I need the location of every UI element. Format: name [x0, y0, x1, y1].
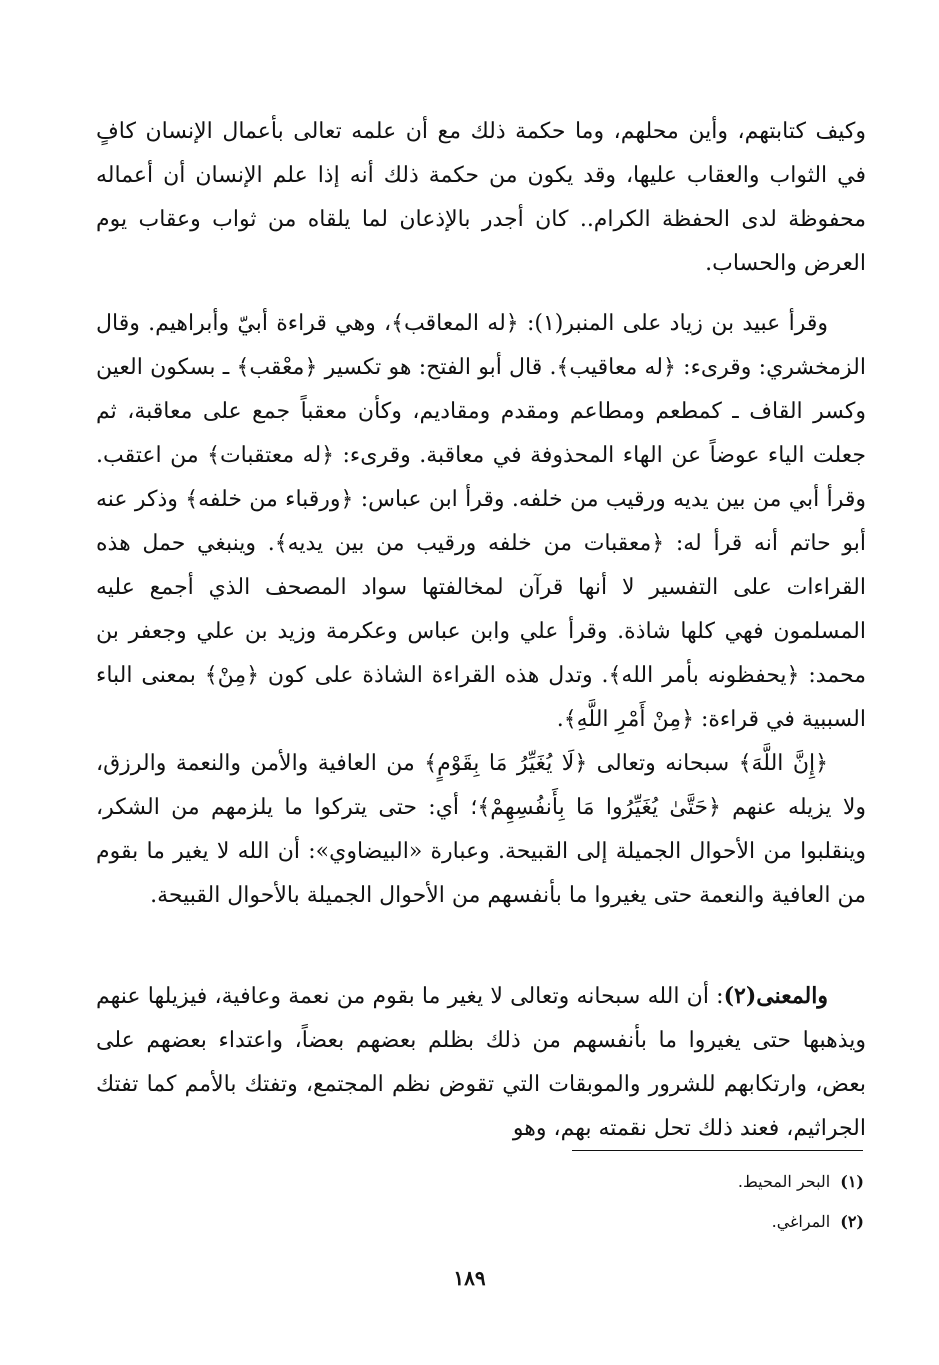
footnote-1: [738, 1170, 864, 1194]
paragraph-4-lead: والمعنى(٢): [723, 983, 828, 1009]
footnote-1-text: البحر المحيط.: [737, 1172, 831, 1191]
footnote-divider: [572, 1150, 863, 1151]
paragraph-4-text: : أن الله سبحانه وتعالى لا يغير ما بقوم من نعمة وعافية، فيزيلها عنهم ويذهبها حتى يغيروا ما بأنفسهم من ذلك بظلم بعضهم بعضاً، واعتداء بعضهم على بعض، وارتكابهم للشرور والموبقات التي تقوض نظم المجتمع، وتفتك بالأمم كما تفتك الجراثيم، فعند ذلك تحل نقمته بهم، وهو: [96, 984, 866, 1141]
footnote-2-text: المراغي.: [771, 1212, 831, 1231]
paragraph-2-text: وقرأ عبيد بن زياد على المنبر(١): ﴿له المعاقب﴾، وهي قراءة أبيّ وأبراهيم. وقال الزمخشري: وقرىء: ﴿له معاقيب﴾. قال أبو الفتح: هو تكسير ﴿معْقب﴾ ـ بسكون العين وكسر القاف ـ كمطعم ومطاعم ومقدم ومقاديم، وكأن معقباً جمع على معاقبة، ثم جعلت الياء عوضاً عن الهاء المحذوفة في معاقبة. وقرىء: ﴿له معتقبات﴾ من اعتقب. وقرأ أبي من بين يديه ورقيب من خلفه. وقرأ ابن عباس: ﴿ورقباء من خلفه﴾ وذكر عنه أبو حاتم أنه قرأ له: ﴿معقبات من خلفه ورقيب من بين يديه﴾. وينبغي حمل هذه القراءات على التفسير لا أنها قرآن لمخالفتها سواد المصحف الذي أجمع عليه المسلمون فهي كلها شاذة. وقرأ علي وابن عباس وعكرمة وزيد بن علي وجعفر بن محمد: ﴿يحفظونه بأمر الله﴾. وتدل هذه القراءة الشاذة على كون ﴿مِنْ﴾ بمعنى الباء السببية في قراءة: ﴿مِنْ أَمْرِ اللَّهِ﴾.: [96, 311, 866, 732]
paragraph-2: [96, 302, 866, 742]
paragraph-1-text: وكيف كتابتهم، وأين محلهم، وما حكمة ذلك مع أن علمه تعالى بأعمال الإنسان كافٍ في الثواب والعقاب عليها، وقد يكون من حكمة ذلك أنه إذا علم الإنسان أن أعماله محفوظة لدى الحفظة الكرام.. كان أجدر بالإذعان لما يلقاه من ثواب وعقاب يوم العرض والحساب.: [96, 119, 867, 276]
footnote-1-number: (١): [840, 1172, 864, 1191]
paragraph-3-text: ﴿إِنَّ اللَّهَ﴾ سبحانه وتعالى ﴿لَا يُغَيِّرُ مَا بِقَوْمٍ﴾ من العافية والأمن والنعمة والرزق، ولا يزيله عنهم ﴿حَتَّىٰ يُغَيِّرُوا مَا بِأَنفُسِهِمْ﴾؛ أي: حتى يتركوا ما يلزمهم من الشكر، وينقلبوا من الأحوال الجميلة إلى القبيحة. وعبارة «البيضاوي»: أن الله لا يغير ما بقوم من العافية والنعمة حتى يغيروا ما بأنفسهم من الأحوال الجميلة بالأحوال القبيحة.: [96, 751, 866, 908]
paragraph-4: [96, 974, 866, 1151]
paragraph-1: [96, 110, 866, 286]
page-number: ١٨٩: [453, 1266, 486, 1290]
paragraph-3: [96, 742, 866, 918]
footnote-2-number: (٢): [840, 1212, 864, 1231]
footnote-2: [772, 1210, 864, 1234]
